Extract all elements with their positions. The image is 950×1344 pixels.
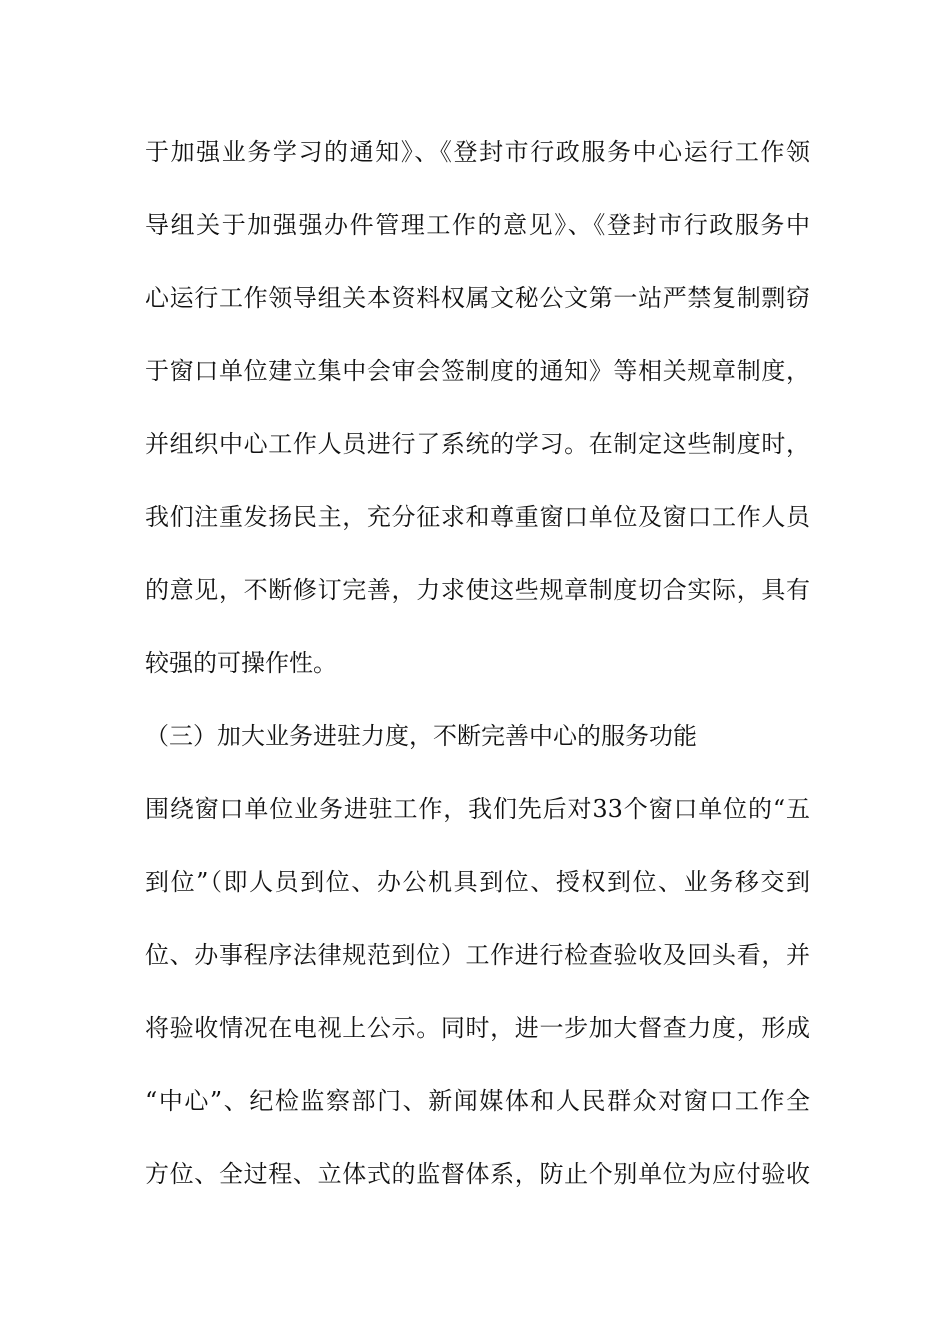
paragraph-line: 将验收情况在电视上公示。同时，进一步加大督查力度，形成 [145,1014,810,1042]
paragraph-line: 方位、全过程、立体式的监督体系，防止个别单位为应付验收 [145,1160,810,1188]
paragraph-line: 位、办事程序法律规范到位）工作进行检查验收及回头看，并 [145,941,810,969]
paragraph-line: 导组关于加强强办件管理工作的意见》、《登封市行政服务中 [145,211,810,239]
paragraph-line: “中心”、纪检监察部门、新闻媒体和人民群众对窗口工作全 [145,1087,810,1115]
paragraph-line: 心运行工作领导组关本资料权属文秘公文第一站严禁复制剽窃 [145,284,810,312]
paragraph-line: 并组织中心工作人员进行了系统的学习。在制定这些制度时， [145,430,810,458]
paragraph-line-last: 较强的可操作性。 [145,649,337,677]
paragraph-line: 到位”（即人员到位、办公机具到位、授权到位、业务移交到 [145,868,810,896]
paragraph-line: 的意见，不断修订完善，力求使这些规章制度切合实际，具有 [145,576,810,604]
section-heading: （三）加大业务进驻力度，不断完善中心的服务功能 [145,722,697,750]
paragraph-line: 我们注重发扬民主，充分征求和尊重窗口单位及窗口工作人员 [145,503,810,531]
paragraph-line: 于加强业务学习的通知》、《登封市行政服务中心运行工作领 [145,138,810,166]
paragraph-line: 围绕窗口单位业务进驻工作，我们先后对33个窗口单位的“五 [145,795,810,823]
paragraph-line: 于窗口单位建立集中会审会签制度的通知》等相关规章制度， [145,357,810,385]
